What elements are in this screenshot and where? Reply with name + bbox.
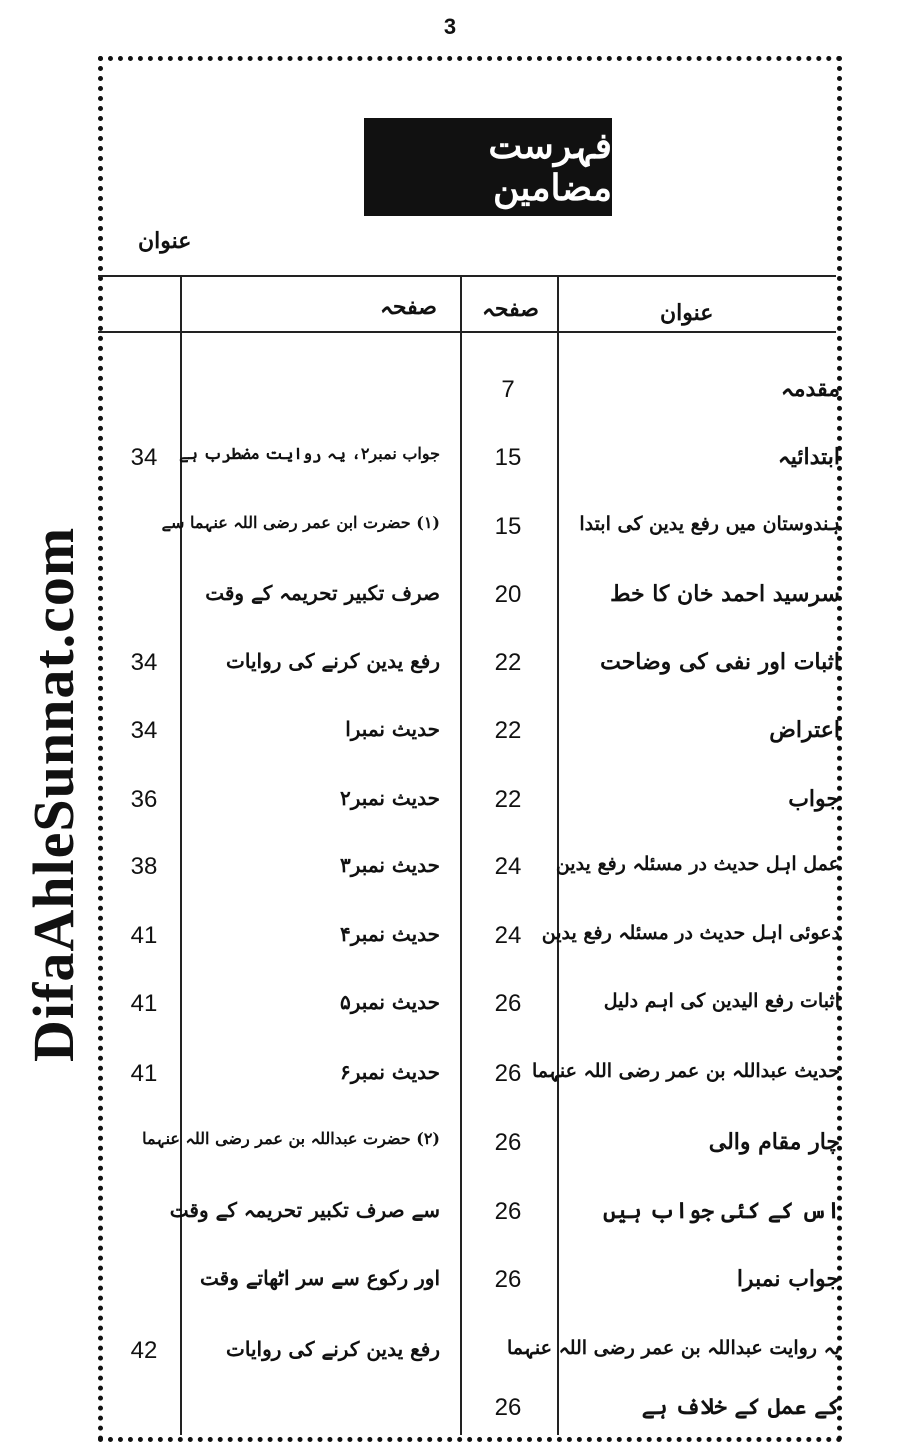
- right-row-topic: دعوئی اہل حدیث در مسئلہ رفع یدین: [541, 922, 840, 944]
- right-row-topic: مقدمہ: [780, 376, 840, 402]
- right-row-page: 24: [494, 853, 522, 880]
- right-row-page: 26: [494, 1266, 522, 1293]
- left-row-page: 34: [130, 649, 158, 676]
- left-row-topic: حدیث نمبر۲: [340, 786, 440, 810]
- left-row-page: 38: [130, 853, 158, 880]
- right-row-topic: ابتدائیہ: [777, 444, 840, 470]
- right-row-page: 26: [494, 1394, 522, 1421]
- right-row-page: 26: [494, 1198, 522, 1225]
- right-row-page: 15: [494, 513, 522, 540]
- table-header-rule: [98, 331, 836, 333]
- top-column-label: عنوان: [138, 228, 192, 254]
- left-row-page: 34: [130, 717, 158, 744]
- header-topic: عنوان: [660, 300, 714, 326]
- left-row-topic: حدیث نمبر۳: [340, 853, 440, 877]
- left-row-page: 36: [130, 786, 158, 813]
- right-row-page: 24: [494, 922, 522, 949]
- right-row-page: 22: [494, 786, 522, 813]
- right-row-topic: اس کے کئی جواب ہیں: [603, 1198, 840, 1224]
- left-row-topic: سے صرف تکبیر تحریمہ کے وقت: [169, 1198, 440, 1222]
- column-divider-middle: [460, 275, 462, 1435]
- table-top-rule: [98, 275, 836, 277]
- left-row-topic: رفع یدین کرنے کی روایات: [226, 649, 440, 673]
- left-row-topic: حدیث نمبر۵: [340, 990, 440, 1014]
- left-row-page: 41: [130, 922, 158, 949]
- header-page-mid: صفحہ: [482, 296, 539, 322]
- page-title: فہرست مضامین: [364, 118, 612, 216]
- left-row-topic: صرف تکبیر تحریمہ کے وقت: [205, 581, 440, 605]
- right-row-topic: چار مقام والی: [708, 1129, 840, 1155]
- right-row-topic: جواب: [788, 786, 840, 812]
- right-row-page: 15: [494, 444, 522, 471]
- left-row-topic: حدیث نمبرا: [345, 717, 440, 741]
- left-row-topic: حدیث نمبر۴: [340, 922, 440, 946]
- right-row-topic: جواب نمبرا: [736, 1266, 840, 1292]
- right-row-page: 7: [501, 376, 515, 403]
- right-row-page: 26: [494, 990, 522, 1017]
- right-row-topic: کے عمل کے خلاف ہے: [641, 1394, 840, 1420]
- right-row-page: 20: [494, 581, 522, 608]
- right-row-page: 26: [494, 1129, 522, 1156]
- left-row-page: 41: [130, 1060, 158, 1087]
- left-row-topic: جواب نمبر۲، یہ روایت مضطرب ہے: [179, 444, 440, 463]
- watermark-text: DifaAhleSunnat.com: [21, 526, 86, 1062]
- right-row-topic: عمل اہل حدیث در مسئلہ رفع یدین: [555, 853, 840, 875]
- right-row-topic: یہ روایت عبداللہ بن عمر رضی اللہ عنہما: [506, 1337, 840, 1359]
- left-row-page: 42: [130, 1337, 158, 1364]
- page-number: 3: [443, 14, 457, 39]
- right-row-topic: اثبات اور نفی کی وضاحت: [600, 649, 840, 675]
- right-row-page: 22: [494, 717, 522, 744]
- right-row-topic: سرسید احمد خان کا خط: [610, 581, 840, 607]
- right-row-topic: اثبات رفع الیدین کی اہم دلیل: [603, 990, 840, 1012]
- right-row-page: 22: [494, 649, 522, 676]
- right-row-topic: حدیث عبداللہ بن عمر رضی اللہ عنہما: [531, 1060, 840, 1082]
- left-row-page: 41: [130, 990, 158, 1017]
- left-row-topic: اور رکوع سے سر اٹھاتے وقت: [200, 1266, 440, 1290]
- header-page-left: صفحہ: [380, 294, 437, 320]
- left-row-page: 34: [130, 444, 158, 471]
- decorative-border-frame: [98, 56, 842, 1442]
- left-row-topic: (۲) حضرت عبداللہ بن عمر رضی اللہ عنہما: [142, 1129, 440, 1148]
- right-row-topic: اعتراض: [769, 717, 840, 743]
- left-row-topic: حدیث نمبر۶: [340, 1060, 440, 1084]
- right-row-page: 26: [494, 1060, 522, 1087]
- right-row-topic: ہندوستان میں رفع یدین کی ابتدا: [579, 513, 840, 535]
- left-row-topic: (۱) حضرت ابن عمر رضی اللہ عنہما سے: [161, 513, 440, 532]
- left-row-topic: رفع یدین کرنے کی روایات: [226, 1337, 440, 1361]
